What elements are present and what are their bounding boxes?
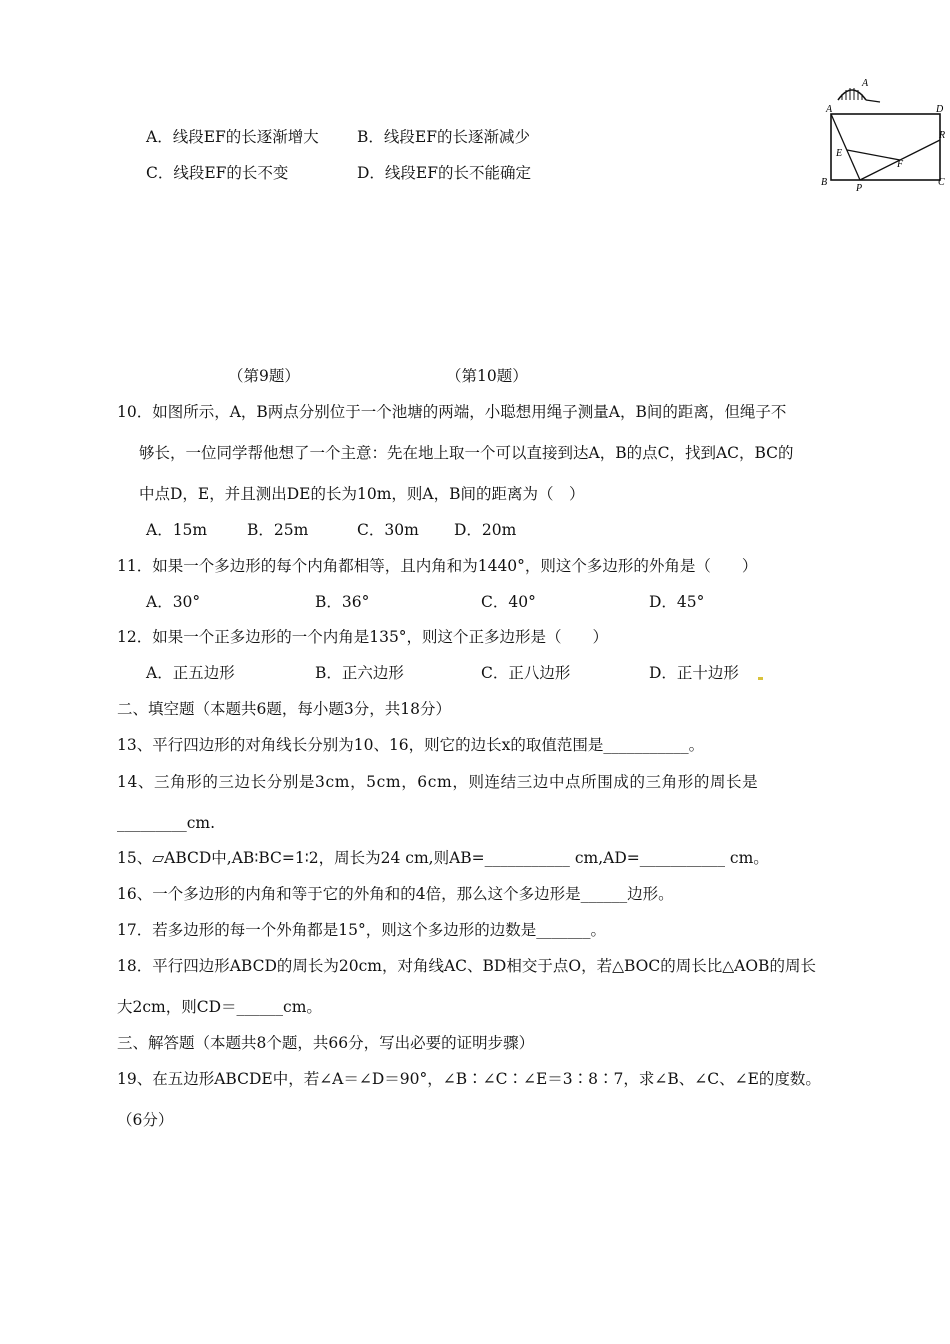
q11-option-d: D．45°	[649, 593, 705, 611]
q12-option-b: B．正六边形	[315, 664, 404, 682]
q10-line-3: 中点D，E，并且测出DE的长为10m，则A，B间的距离为（ ）	[139, 485, 585, 503]
q10-option-a: A．15m	[146, 521, 208, 539]
q10-line-2: 够长，一位同学帮他想了一个主意：先在地上取一个可以直接到达A，B的点C，找到AC，BC的	[139, 444, 794, 462]
figure-label-a-top: A	[862, 78, 869, 89]
scan-mark	[758, 677, 763, 680]
q11-option-a: A．30°	[146, 593, 201, 611]
figure-label-c: C	[938, 177, 945, 188]
q11-stem: 11．如果一个多边形的每个内角都相等，且内角和为1440°，则这个多边形的外角是（ ）	[117, 557, 758, 575]
figure-label-b: B	[821, 177, 828, 188]
section-2-heading: 二、填空题（本题共6题，每小题3分，共18分）	[117, 700, 451, 718]
q10-option-b: B．25m	[247, 521, 309, 539]
caption-figure-9: （第9题）	[228, 367, 300, 385]
q15: 15、▱ABCD中,AB∶BC=1∶2，周长为24 cm,则AB=___________ cm,AD=___________ cm。	[117, 849, 769, 867]
q9-option-a: A．线段EF的长逐渐增大	[146, 128, 319, 146]
q9-option-d: D．线段EF的长不能确定	[357, 164, 531, 182]
figure-label-f: F	[897, 159, 904, 170]
q9-option-c: C．线段EF的长不变	[146, 164, 289, 182]
q12-option-a: A．正五边形	[146, 664, 235, 682]
q18-line-1: 18．平行四边形ABCD的周长为20cm，对角线AC、BD相交于点O，若△BOC的周长比△AOB的周长	[117, 957, 816, 975]
q9-option-b: B．线段EF的长逐渐减少	[357, 128, 530, 146]
figure-label-r: R	[939, 130, 946, 141]
q11-option-c: C．40°	[481, 593, 536, 611]
q12-option-d: D．正十边形	[649, 664, 739, 682]
q11-option-b: B．36°	[315, 593, 370, 611]
q14-line-2: _________cm.	[117, 814, 216, 832]
figure-label-e: E	[836, 148, 843, 159]
q19-line-2: （6分）	[117, 1111, 174, 1129]
figure-label-d: D	[936, 104, 944, 115]
figure-label-a: A	[826, 104, 833, 115]
q13: 13、平行四边形的对角线长分别为10、16，则它的边长x的取值范围是___________。	[117, 736, 705, 754]
caption-figure-10: （第10题）	[446, 367, 528, 385]
q12-stem: 12．如果一个正多边形的一个内角是135°，则这个正多边形是（ ）	[117, 628, 609, 646]
q10-option-c: C．30m	[357, 521, 419, 539]
figure-label-p: P	[856, 183, 863, 192]
q12-option-c: C．正八边形	[481, 664, 571, 682]
q14-line-1: 14、三角形的三边长分别是3cm，5cm，6cm，则连结三边中点所围成的三角形的周长是	[117, 773, 759, 791]
section-3-heading: 三、解答题（本题共8个题，共66分，写出必要的证明步骤）	[117, 1034, 535, 1052]
q18-line-2: 大2cm，则CD＝______cm。	[117, 998, 322, 1016]
rectangle-geometry-figure	[818, 72, 946, 192]
q10-line-1: 10．如图所示，A，B两点分别位于一个池塘的两端，小聪想用绳子测量A，B间的距离，但绳子不	[117, 403, 787, 421]
q17: 17．若多边形的每一个外角都是15°，则这个多边形的边数是_______。	[117, 921, 606, 939]
q19-line-1: 19、在五边形ABCDE中，若∠A＝∠D＝90°，∠B∶∠C∶∠E＝3∶8∶7，求∠B、∠C、∠E的度数。	[117, 1070, 821, 1088]
q16: 16、一个多边形的内角和等于它的外角和的4倍，那么这个多边形是______边形。	[117, 885, 674, 903]
q10-option-d: D．20m	[454, 521, 517, 539]
